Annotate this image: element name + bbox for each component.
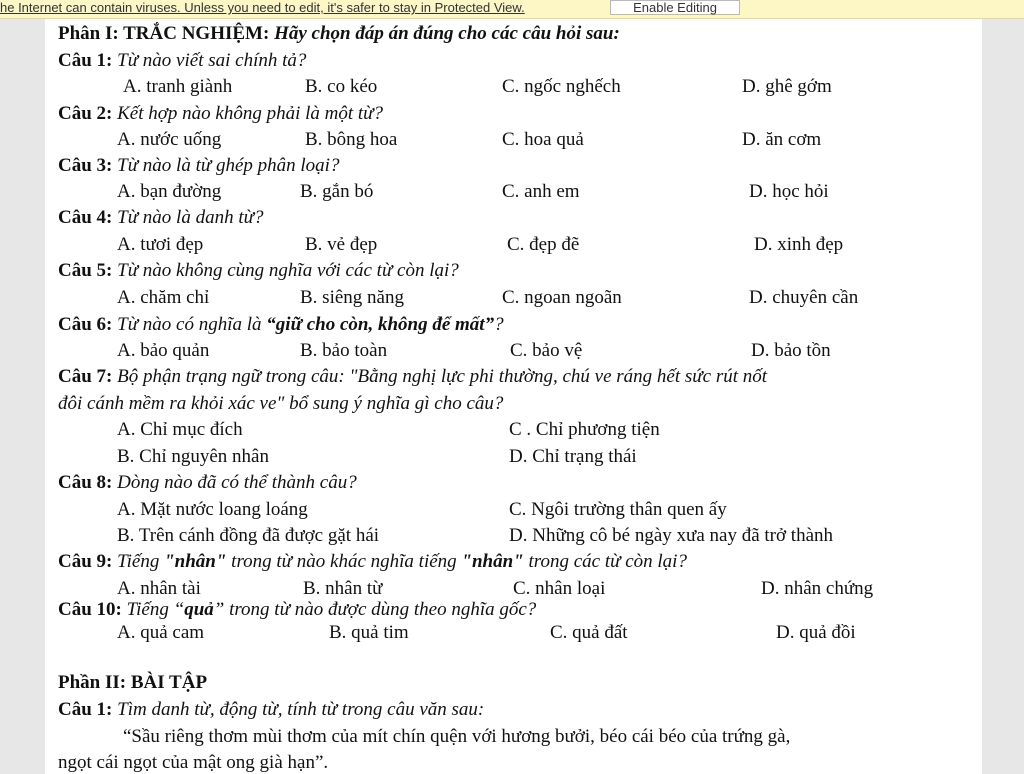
option-a: A. tranh giành xyxy=(123,76,233,97)
question-word: "nhân" xyxy=(461,551,524,572)
question-text: trong từ nào khác nghĩa tiếng xyxy=(231,551,457,572)
question-2 xyxy=(58,103,383,125)
question-text: Từ nào viết sai chính tả? xyxy=(117,50,307,71)
option-a: A. Chỉ mục đích xyxy=(117,419,243,440)
option-a: A. nước uống xyxy=(117,129,222,150)
question-9 xyxy=(58,551,687,573)
question-10 xyxy=(58,599,536,621)
option-b: B. bảo toàn xyxy=(300,340,388,361)
option-b: B. co kéo xyxy=(305,76,378,97)
question-label: Câu 8: xyxy=(58,472,113,493)
question-8 xyxy=(58,472,357,494)
option-a: A. tươi đẹp xyxy=(117,234,204,255)
option-d: D. quả đồi xyxy=(776,622,856,643)
part2-question-1 xyxy=(58,699,484,721)
option-b: B. Chỉ nguyên nhân xyxy=(117,446,269,467)
question-3 xyxy=(58,155,339,177)
part1-heading xyxy=(58,23,620,45)
protected-view-message: he Internet can contain viruses. Unless you need to edit, it's safer to stay in Protected View. xyxy=(0,0,525,15)
question-text: trong các từ còn lại? xyxy=(528,551,687,572)
question-7 xyxy=(58,366,767,388)
option-c: C. quả đất xyxy=(550,622,628,643)
question-label: Câu 6: xyxy=(58,314,113,335)
option-c: C. ngốc nghếch xyxy=(502,76,621,97)
question-word: "nhân" xyxy=(164,551,227,572)
option-b: B. gắn bó xyxy=(300,181,374,202)
question-label: Câu 3: xyxy=(58,155,113,176)
question-text: Tiếng “ xyxy=(126,599,185,620)
question-label: Câu 5: xyxy=(58,260,113,281)
question-1 xyxy=(58,50,306,72)
option-b: B. bông hoa xyxy=(305,129,398,150)
question-6 xyxy=(58,314,504,336)
protected-view-banner xyxy=(0,0,1024,19)
option-b: B. siêng năng xyxy=(300,287,404,308)
question-label: Câu 9: xyxy=(58,551,113,572)
option-d: D. xinh đẹp xyxy=(754,234,844,255)
question-text: ” trong từ nào được dùng theo nghĩa gốc? xyxy=(213,599,537,620)
question-7-cont xyxy=(58,393,503,415)
option-d: D. học hỏi xyxy=(749,181,829,202)
question-text: Từ nào là danh từ? xyxy=(117,207,264,228)
option-a: A. bảo quản xyxy=(117,340,210,361)
option-a: A. chăm chỉ xyxy=(117,287,210,308)
option-b: B. vẻ đẹp xyxy=(305,234,378,255)
option-b: B. nhân từ xyxy=(303,578,383,599)
option-d: D. chuyên cần xyxy=(749,287,859,308)
option-c: C. anh em xyxy=(502,181,580,202)
option-c: C. Ngôi trường thân quen ấy xyxy=(509,499,727,520)
option-b: B. quả tim xyxy=(329,622,409,643)
part1-instruction: Hãy chọn đáp án đúng cho các câu hỏi sau: xyxy=(274,23,620,44)
question-text: Kết hợp nào không phải là một từ? xyxy=(117,103,384,124)
question-4 xyxy=(58,207,263,229)
question-label: Câu 4: xyxy=(58,207,113,228)
question-text-cont: đôi cánh mềm ra khỏi xác ve" bổ sung ý nghĩa gì cho câu? xyxy=(58,393,504,414)
question-5 xyxy=(58,260,459,282)
option-c: C. đẹp đẽ xyxy=(507,234,580,255)
option-a: A. nhân tài xyxy=(117,578,201,599)
question-label: Câu 10: xyxy=(58,599,122,620)
option-d: D. nhân chứng xyxy=(761,578,874,599)
question-text: Từ nào không cùng nghĩa với các từ còn lại? xyxy=(117,260,459,281)
option-d: D. bảo tồn xyxy=(751,340,831,361)
option-b: B. Trên cánh đồng đã được gặt hái xyxy=(117,525,380,546)
option-c: C. ngoan ngoãn xyxy=(502,287,622,308)
option-d: D. ghê gớm xyxy=(742,76,832,97)
option-d: D. ăn cơm xyxy=(742,129,822,150)
question-text: Từ nào là từ ghép phân loại? xyxy=(117,155,340,176)
option-d: D. Chỉ trạng thái xyxy=(509,446,637,467)
option-d: D. Những cô bé ngày xưa nay đã trở thành xyxy=(509,525,834,546)
question-label: Câu 7: xyxy=(58,366,113,387)
part2-heading: Phần II: BÀI TẬP xyxy=(58,672,208,693)
enable-editing-button[interactable]: Enable Editing xyxy=(610,0,740,15)
question-text: Dòng nào đã có thể thành câu? xyxy=(117,472,357,493)
question-quote: “giữ cho còn, không để mất” xyxy=(266,314,495,335)
option-c: C. hoa quả xyxy=(502,129,584,150)
option-c: C. bảo vệ xyxy=(510,340,583,361)
option-c: C. nhân loại xyxy=(513,578,606,599)
question-label: Câu 1: xyxy=(58,699,113,720)
question-label: Câu 1: xyxy=(58,50,113,71)
question-text: Từ nào có nghĩa là xyxy=(117,314,262,335)
question-text: Bộ phận trạng ngữ trong câu: "Bằng nghị lực phi thường, chú ve ráng hết sức rút nốt xyxy=(117,366,768,387)
option-a: A. Mặt nước loang loáng xyxy=(117,499,308,520)
question-label: Câu 2: xyxy=(58,103,113,124)
passage-line-1: “Sầu riêng thơm mùi thơm của mít chín quện với hương bưởi, béo cái béo của trứng gà, xyxy=(123,726,791,747)
question-text: Tìm danh từ, động từ, tính từ trong câu văn sau: xyxy=(117,699,485,720)
part1-label: Phân I: TRẮC NGHIỆM: xyxy=(58,23,270,44)
question-mark: ? xyxy=(494,314,504,335)
option-a: A. quả cam xyxy=(117,622,205,643)
document-page xyxy=(45,19,982,774)
question-word: quả xyxy=(184,599,214,620)
question-text: Tiếng xyxy=(117,551,160,572)
option-a: A. bạn đường xyxy=(117,181,222,202)
passage-line-2: ngọt cái ngọt của mật ong già hạn”. xyxy=(58,752,329,773)
option-c: C . Chỉ phương tiện xyxy=(509,419,660,440)
